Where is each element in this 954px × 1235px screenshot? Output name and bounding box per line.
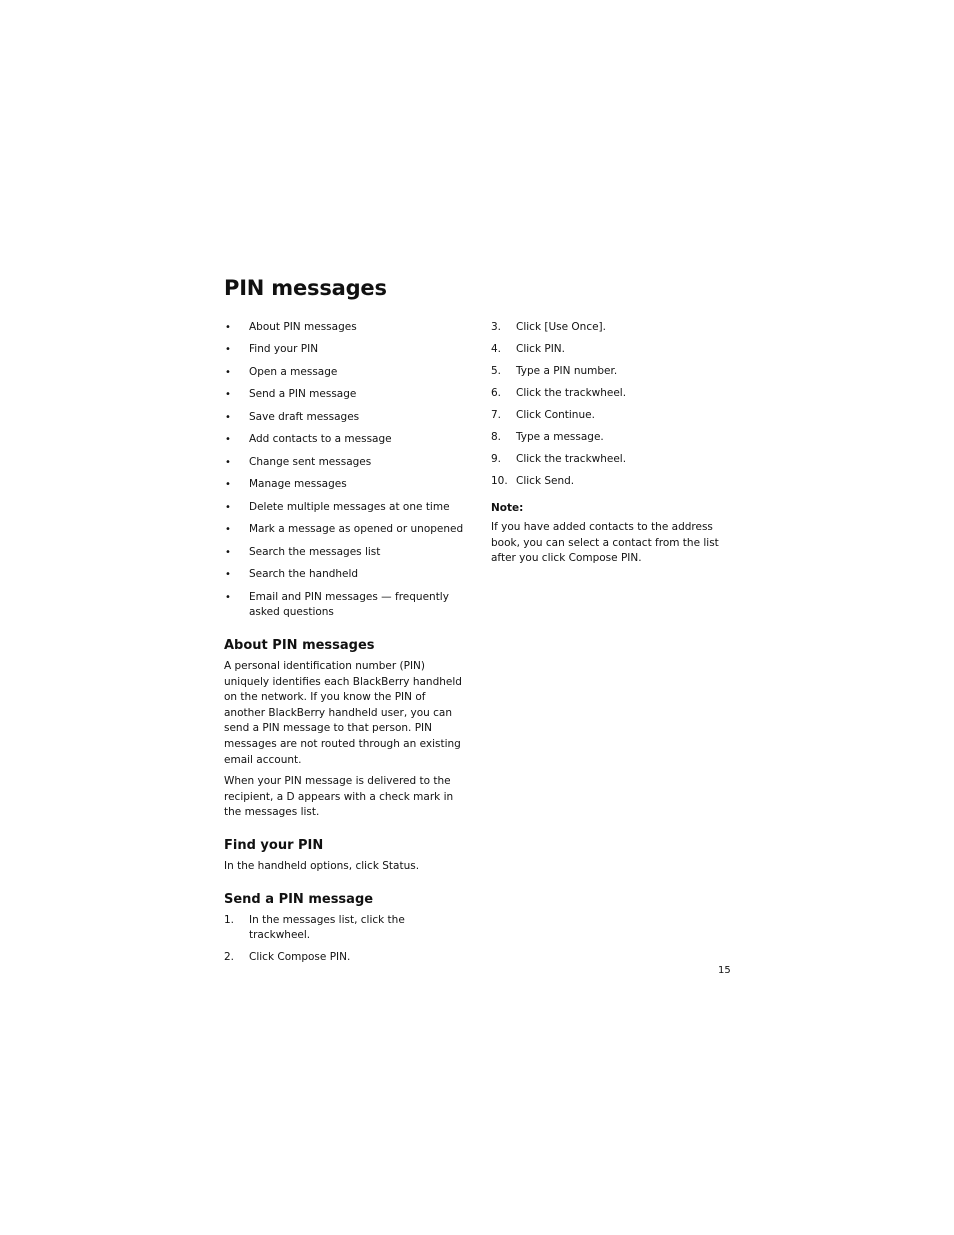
bullet-icon: •: [225, 546, 231, 558]
right-column: [491, 320, 726, 573]
step-text: Click the trackwheel.: [516, 452, 627, 465]
bullet-icon: •: [225, 524, 231, 536]
step-item: [491, 408, 726, 424]
list-item[interactable]: [224, 545, 464, 561]
step-number: 4.: [491, 342, 502, 355]
list-item[interactable]: [224, 500, 464, 516]
send-steps-continued: [491, 320, 726, 489]
bullet-icon: •: [225, 591, 231, 603]
step-text: Click the trackwheel.: [516, 386, 627, 399]
step-ui-label: Compose PIN.: [277, 951, 351, 964]
step-number: 3.: [491, 321, 502, 333]
list-item[interactable]: [224, 455, 464, 471]
bullet-icon: •: [225, 322, 231, 333]
step-text: Click: [516, 321, 545, 333]
step-text: Click: [516, 342, 545, 355]
send-steps-start: [224, 913, 464, 966]
bullet-icon: •: [225, 479, 231, 491]
bullet-icon: •: [225, 389, 231, 401]
step-item: [491, 474, 726, 490]
step-item: [224, 950, 464, 966]
topic-link[interactable]: Find your PIN: [249, 343, 319, 356]
about-heading: About PIN messages: [224, 638, 375, 653]
topic-link[interactable]: Mark a message as opened or unopened: [249, 523, 464, 536]
bullet-icon: •: [225, 344, 231, 356]
delivery-text-end: appears with a check mark in the messages list.: [224, 790, 454, 819]
bullet-icon: •: [225, 366, 231, 378]
step-number: 5.: [491, 364, 502, 377]
step-number: 10.: [491, 474, 508, 487]
bullet-icon: •: [225, 501, 231, 513]
list-item[interactable]: [224, 567, 464, 583]
topic-link[interactable]: Open a message: [249, 365, 338, 378]
find-pin-heading: Find your PIN: [224, 837, 324, 853]
topic-link[interactable]: Search the messages list: [249, 545, 381, 558]
topic-list: [224, 320, 464, 621]
step-item: [224, 913, 464, 944]
bullet-icon: •: [225, 569, 231, 581]
step-text: Type a PIN number.: [516, 364, 618, 377]
topic-link[interactable]: Change sent messages: [249, 455, 372, 468]
topic-link[interactable]: Manage messages: [249, 478, 347, 491]
bullet-icon: •: [225, 456, 231, 468]
list-item[interactable]: [224, 590, 464, 621]
page-number: 15: [718, 965, 731, 976]
delivery-text: When your PIN message is delivered to the recipient, a: [224, 775, 451, 803]
find-pin-text-end: .: [415, 859, 420, 872]
note-text: If you have added contacts to the address book, you can select a contact from the list after you click: [491, 521, 719, 565]
note-paragraph: [491, 520, 726, 567]
delivered-status-icon: D: [286, 790, 295, 803]
list-item[interactable]: [224, 342, 464, 358]
step-text: Click: [249, 951, 278, 964]
list-item[interactable]: [224, 477, 464, 493]
bullet-icon: •: [225, 411, 231, 423]
step-text: In the messages list, click the trackwheel.: [249, 913, 405, 942]
step-item: [491, 342, 726, 358]
step-number: 7.: [491, 408, 502, 421]
topic-link[interactable]: Search the handheld: [249, 568, 359, 581]
topic-link[interactable]: Add contacts to a message: [249, 433, 392, 446]
find-pin-paragraph: [224, 859, 464, 875]
topic-link[interactable]: Delete multiple messages at one time: [249, 500, 450, 513]
note-ui-label: Compose PIN.: [568, 552, 642, 565]
left-column: [224, 320, 464, 972]
send-pin-heading: Send a PIN message: [224, 891, 374, 907]
topic-link[interactable]: Save draft messages: [249, 410, 360, 423]
bullet-icon: •: [225, 434, 231, 446]
step-number: 1.: [224, 913, 235, 926]
list-item[interactable]: [224, 365, 464, 381]
step-text: Type a message.: [516, 430, 604, 443]
step-ui-label: Send.: [544, 474, 575, 487]
step-item: [491, 364, 726, 380]
step-text: Click: [516, 474, 545, 487]
step-item: [491, 320, 726, 336]
note-label: Note:: [491, 502, 524, 515]
list-item[interactable]: [224, 432, 464, 448]
list-item[interactable]: [224, 410, 464, 426]
page-title: PIN messages: [224, 276, 387, 300]
step-ui-label: [Use Once].: [544, 321, 606, 333]
list-item[interactable]: [224, 320, 464, 336]
step-item: [491, 430, 726, 446]
status-menu-label: Status: [382, 859, 416, 872]
step-number: 9.: [491, 452, 502, 465]
step-item: [491, 452, 726, 468]
topic-link[interactable]: Send a PIN message: [249, 388, 357, 401]
list-item[interactable]: [224, 522, 464, 538]
list-item[interactable]: [224, 387, 464, 403]
step-ui-label: Continue.: [544, 408, 595, 421]
step-number: 6.: [491, 386, 502, 399]
find-pin-text: In the handheld options, click: [224, 859, 383, 872]
step-ui-label: PIN.: [544, 342, 565, 355]
step-text: Click: [516, 408, 545, 421]
delivery-paragraph: [224, 774, 464, 821]
topic-link[interactable]: About PIN messages: [249, 321, 357, 333]
step-item: [491, 386, 726, 402]
topic-link[interactable]: Email and PIN messages — frequently asked questions: [249, 590, 449, 619]
about-paragraph: A personal identification number (PIN) uniquely identifies each BlackBerry handheld on the network. If you know the PIN of another BlackBerry handheld user, you can send a PIN message to that person. PIN messages are not routed through an existing email account.: [224, 660, 462, 766]
step-number: 8.: [491, 430, 502, 443]
step-number: 2.: [224, 951, 235, 964]
